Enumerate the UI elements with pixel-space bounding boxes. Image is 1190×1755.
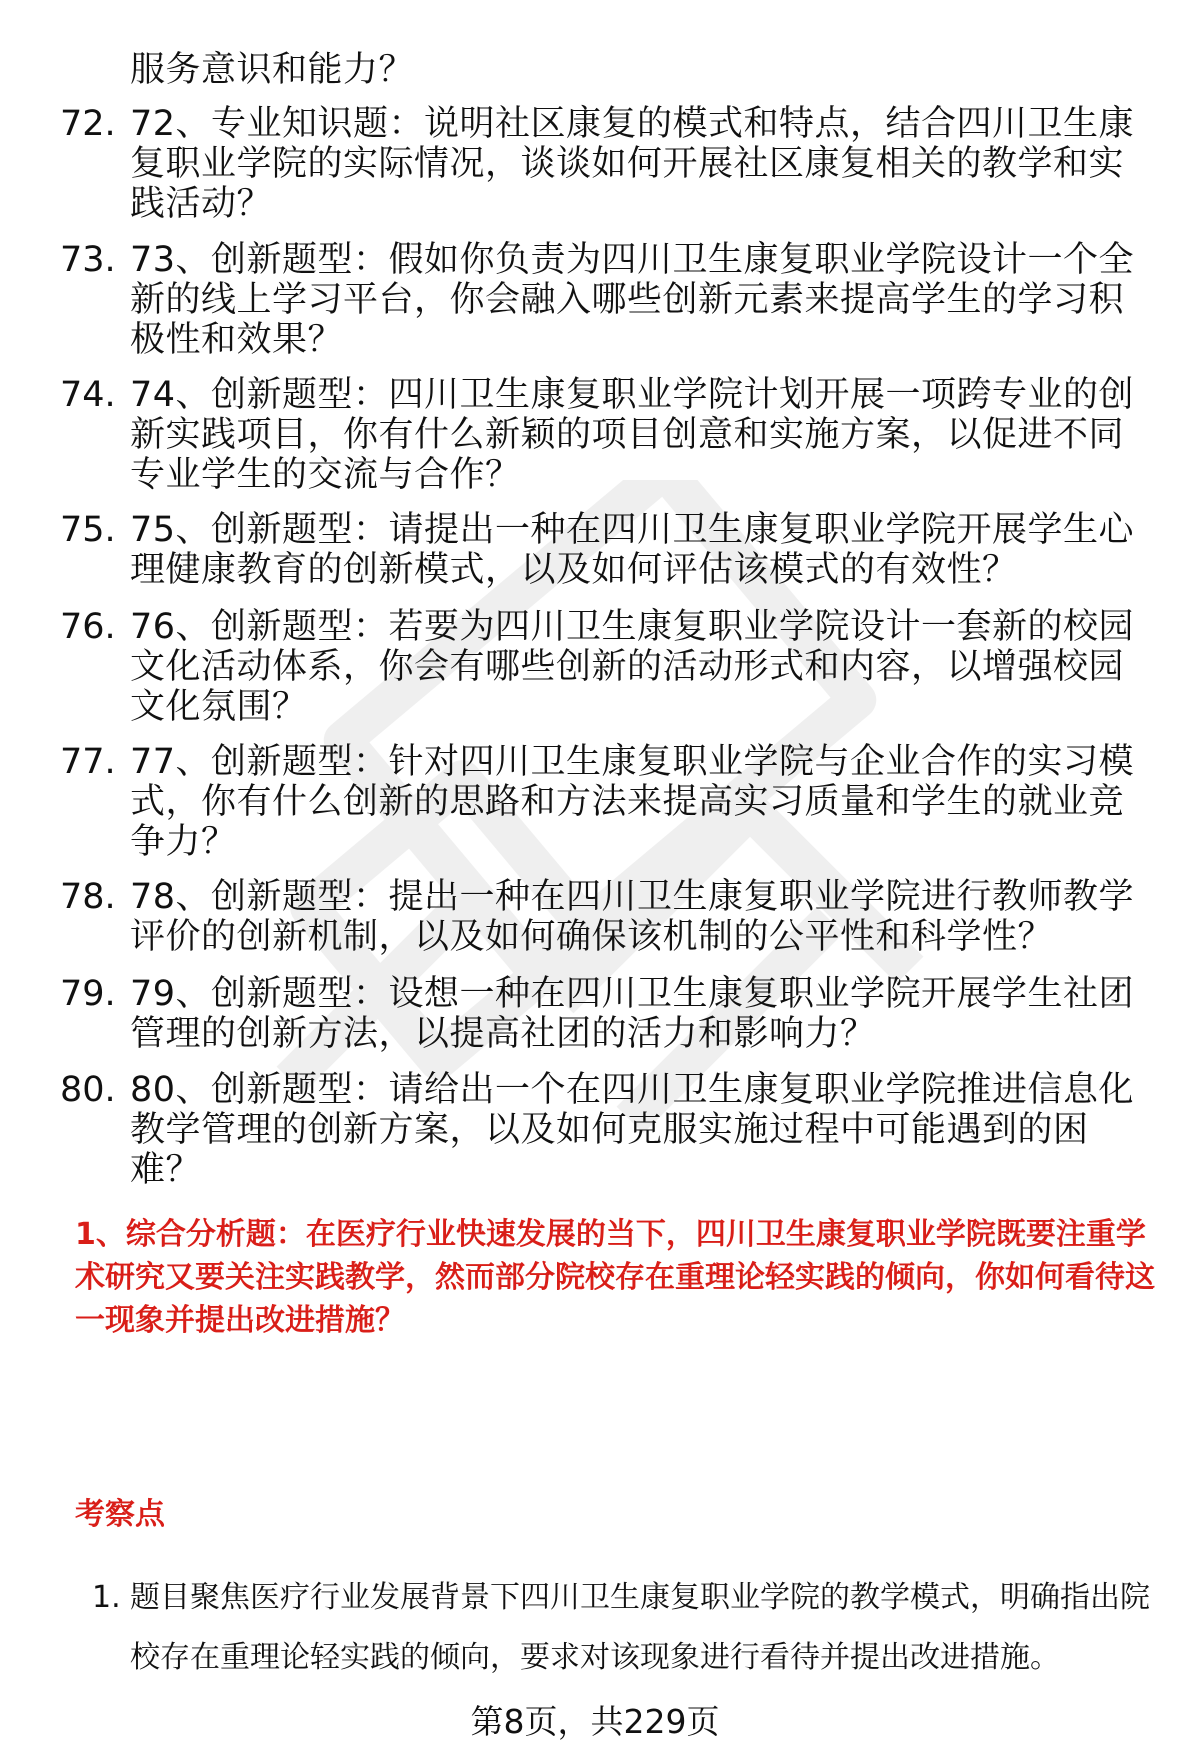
question-line: 80、创新题型：请给出一个在四川卫生康复职业学院推进信息化: [130, 1070, 1135, 1110]
question-number: 80.: [60, 1070, 116, 1110]
question-number: 76.: [60, 607, 116, 647]
question-number: 77.: [60, 742, 116, 782]
question-line: 78、创新题型：提出一种在四川卫生康复职业学院进行教师教学: [130, 877, 1135, 917]
question-number: 75.: [60, 510, 116, 550]
question-line: 管理的创新方法，以提高社团的活力和影响力？: [130, 1014, 876, 1054]
question-line: 72、专业知识题：说明社区康复的模式和特点，结合四川卫生康: [130, 104, 1135, 144]
analysis-question-line: 1、综合分析题：在医疗行业快速发展的当下，四川卫生康复职业学院既要注重学: [75, 1217, 1146, 1252]
question-line: 专业学生的交流与合作？: [130, 455, 521, 495]
page-footer: 第8页，共229页: [470, 1702, 720, 1741]
analysis-question-line: 一现象并提出改进措施？: [75, 1303, 405, 1338]
point-line: 校存在重理论轻实践的倾向，要求对该现象进行看待并提出改进措施。: [130, 1640, 1060, 1675]
question-line: 式，你有什么创新的思路和方法来提高实习质量和学生的就业竞: [130, 782, 1125, 822]
question-line: 77、创新题型：针对四川卫生康复职业学院与企业合作的实习模: [130, 742, 1135, 782]
question-line: 复职业学院的实际情况，谈谈如何开展社区康复相关的教学和实: [130, 144, 1125, 184]
question-line: 74、创新题型：四川卫生康复职业学院计划开展一项跨专业的创: [130, 375, 1135, 415]
analysis-question-line: 术研究又要关注实践教学，然而部分院校存在重理论轻实践的倾向，你如何看待这: [75, 1260, 1155, 1295]
question-number: 74.: [60, 375, 116, 415]
question-line: 文化氛围？: [130, 687, 308, 727]
question-line: 76、创新题型：若要为四川卫生康复职业学院设计一套新的校园: [130, 607, 1135, 647]
question-line: 极性和效果？: [130, 320, 344, 360]
question-line: 践活动？: [130, 184, 273, 224]
question-line: 难？: [130, 1150, 202, 1190]
question-line: 新实践项目，你有什么新颖的项目创意和实施方案，以促进不同: [130, 415, 1125, 455]
question-number: 72.: [60, 104, 116, 144]
question-line: 75、创新题型：请提出一种在四川卫生康复职业学院开展学生心: [130, 510, 1135, 550]
question-line: 争力？: [130, 822, 237, 862]
question-number: 78.: [60, 877, 116, 917]
point-line: 题目聚焦医疗行业发展背景下四川卫生康复职业学院的教学模式，明确指出院: [130, 1580, 1150, 1615]
question-line: 理健康教育的创新模式，以及如何评估该模式的有效性？: [130, 550, 1018, 590]
point-number: 1.: [92, 1580, 121, 1615]
continuation-line: 服务意识和能力？: [130, 50, 415, 90]
question-line: 评价的创新机制，以及如何确保该机制的公平性和科学性？: [130, 917, 1054, 957]
question-line: 教学管理的创新方案，以及如何克服实施过程中可能遇到的困: [130, 1110, 1089, 1150]
question-line: 新的线上学习平台，你会融入哪些创新元素来提高学生的学习积: [130, 280, 1125, 320]
question-number: 73.: [60, 240, 116, 280]
question-number: 79.: [60, 974, 116, 1014]
kaocha-heading: 考察点: [75, 1497, 165, 1532]
question-line: 文化活动体系，你会有哪些创新的活动形式和内容，以增强校园: [130, 647, 1125, 687]
question-line: 73、创新题型：假如你负责为四川卫生康复职业学院设计一个全: [130, 240, 1135, 280]
question-line: 79、创新题型：设想一种在四川卫生康复职业学院开展学生社团: [130, 974, 1135, 1014]
